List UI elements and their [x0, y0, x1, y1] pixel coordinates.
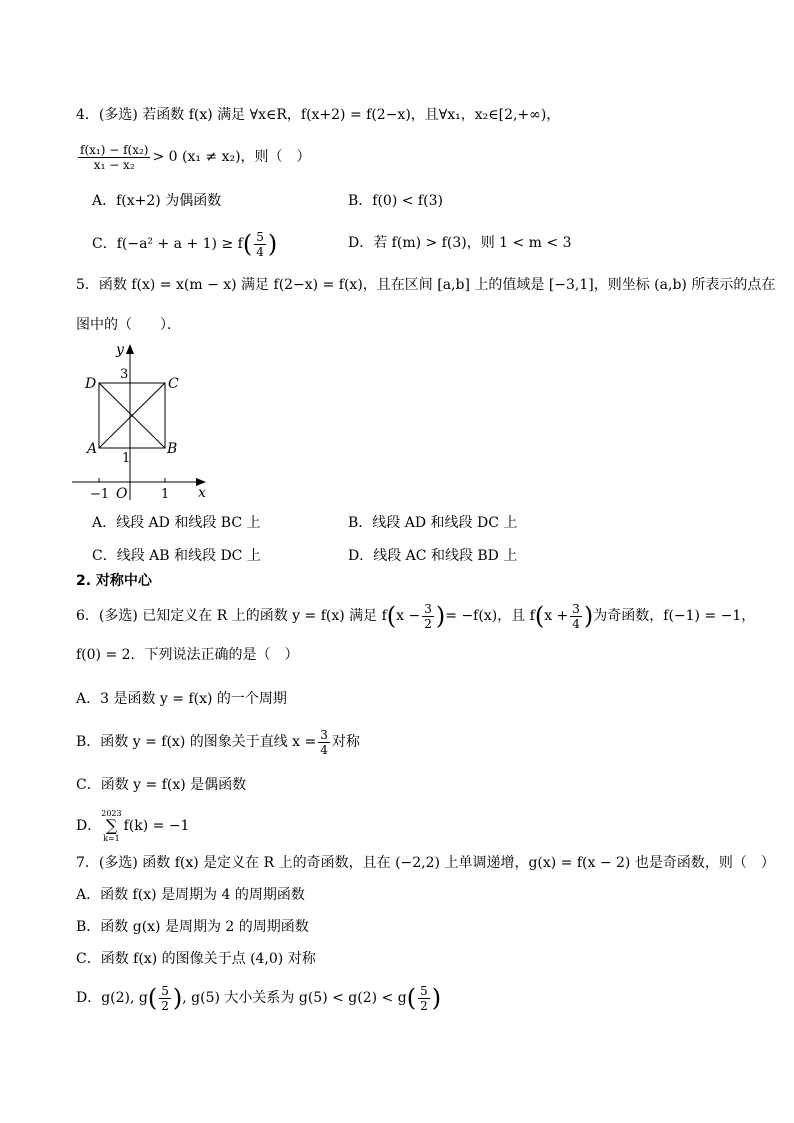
q6-stem-e: 为奇函数，f(−1) = −1，	[593, 608, 756, 624]
q7-option-d-frac2	[418, 984, 430, 1013]
q6-option-d-pre: D．	[76, 818, 102, 834]
label-point-b: B	[167, 441, 178, 457]
q7-option-c: C．函数 f(x) 的图像关于点 (4,0) 对称	[76, 951, 316, 967]
q6-frac1-num: 3	[424, 601, 432, 616]
q6-frac2-num: 3	[572, 601, 580, 616]
q5-figure	[72, 340, 222, 502]
label-tick-1x: 1	[161, 487, 170, 502]
q4-option-d: D．若 f(m) > f(3)，则 1 < m < 3	[348, 235, 572, 251]
q6-stem-a: 6．(多选) 已知定义在 R 上的函数 y = f(x) 满足 f	[76, 608, 387, 624]
q4-stem-line1: 4．(多选) 若函数 f(x) 满足 ∀x∈R，f(x+2) = f(2−x)，且∀x₁，x₂∈[2,+∞)，	[76, 107, 561, 123]
q7-d-num1: 5	[161, 983, 169, 998]
q7-option-a: A．函数 f(x) 是周期为 4 的周期函数	[76, 887, 305, 903]
q7-d-num2: 5	[420, 983, 428, 998]
label-point-a: A	[87, 441, 98, 457]
label-tick-neg1: −1	[90, 487, 110, 502]
q5-option-c: C．线段 AB 和线段 DC 上	[92, 548, 261, 564]
sum-lower: k=1	[103, 834, 120, 843]
q6-stem-d: x +	[544, 608, 569, 624]
label-point-d: D	[85, 376, 97, 392]
q7-option-b: B．函数 g(x) 是周期为 2 的周期函数	[76, 919, 309, 935]
q5-stem-line2: 图中的（ ）．	[76, 317, 181, 333]
q6-option-d	[76, 806, 189, 846]
q5-option-a: A．线段 AD 和线段 BC 上	[92, 515, 261, 531]
q5-option-b: B．线段 AD 和线段 DC 上	[348, 515, 518, 531]
q4-frac-num: f(x₁) − f(x₂)	[80, 142, 149, 157]
q6-option-b-frac	[318, 728, 330, 757]
q4-option-a: A．f(x+2) 为偶函数	[92, 193, 222, 209]
q6-frac2-den: 4	[572, 616, 580, 631]
q4-option-c: C．f(−a² + a + 1) ≥ f( $\frac{5}{4}$ )	[92, 229, 278, 259]
q5-stem-line1: 5．函数 f(x) = x(m − x) 满足 f(2−x) = f(x)，且在区间 [a,b] 上的值域是 [−3,1]，则坐标 (a,b) 所表示的点在	[76, 277, 776, 293]
q6-option-b-den: 4	[320, 742, 328, 757]
label-point-c: C	[168, 376, 179, 392]
y-axis-arrow-icon	[126, 344, 134, 354]
q4-option-c-den: 4	[256, 244, 264, 259]
q4-option-c-num: 5	[256, 229, 264, 244]
q4-stem-line2	[76, 140, 311, 174]
q6-option-c: C．函数 y = f(x) 是偶函数	[76, 777, 247, 793]
q4-frac-den: x₁ − x₂	[93, 157, 135, 172]
label-x: x	[198, 485, 206, 501]
q4-option-c-pre: C．f(−a² + a + 1) ≥ f	[92, 236, 243, 252]
q7-option-d-b: , g(5) 大小关系为 g(5) < g(2) < g	[182, 990, 407, 1006]
q7-option-d-a: D．g(2), g	[76, 990, 148, 1006]
q4-stem-rest: > 0 (x₁ ≠ x₂)，则（ ）	[152, 149, 311, 165]
q7-stem: 7．(多选) 函数 f(x) 是定义在 R 上的奇函数，且在 (−2,2) 上单调递增，g(x) = f(x − 2) 也是奇函数，则（ ）	[76, 855, 775, 871]
q5-option-d: D．线段 AC 和线段 BD 上	[348, 548, 518, 564]
q7-option-d: D．g(2), g( $\frac{5}{2}$ ), g(5) 大小关系为 g(5) < g(2) < g( $\frac{5}{2}$ )	[76, 983, 442, 1013]
q6-stem-b: x −	[396, 608, 421, 624]
q7-option-d-frac1	[159, 984, 171, 1013]
q6-frac2	[570, 602, 582, 631]
q6-stem-line2: f(0) = 2．下列说法正确的是（ ）	[76, 647, 299, 663]
label-tick-3: 3	[120, 367, 129, 382]
q6-option-b-num: 3	[320, 727, 328, 742]
q6-frac1	[422, 602, 434, 631]
q6-stem-line1: 6．(多选) 已知定义在 R 上的函数 y = f(x) 满足 f(x − $\frac{3}{2}$ )= −f(x)，且 f(x + $\frac{3}{4}$ )为奇函数，f(−1) = −1，	[76, 601, 756, 631]
q4-fraction	[78, 143, 150, 172]
sum-upper: 2023	[101, 809, 122, 818]
q4-option-c-frac	[254, 230, 266, 259]
q6-option-d-post: f(k) = −1	[123, 818, 190, 834]
label-tick-1y: 1	[122, 451, 131, 466]
q6-option-b-post: 对称	[331, 734, 360, 750]
q7-d-den2: 2	[420, 998, 428, 1013]
summation-icon: 2023 ∑ k=1	[101, 809, 122, 843]
q7-d-den1: 2	[161, 998, 169, 1013]
q6-option-a: A．3 是函数 y = f(x) 的一个周期	[76, 691, 287, 707]
q6-stem-c: = −f(x)，且 f	[445, 608, 535, 624]
label-origin: O	[116, 486, 128, 502]
q6-option-b	[76, 724, 360, 760]
q6-frac1-den: 2	[424, 616, 432, 631]
q6-option-b-pre: B．函数 y = f(x) 的图象关于直线 x =	[76, 734, 317, 750]
q4-option-b: B．f(0) < f(3)	[348, 193, 443, 209]
label-y: y	[116, 342, 124, 358]
section-title: 2. 对称中心	[76, 573, 152, 589]
